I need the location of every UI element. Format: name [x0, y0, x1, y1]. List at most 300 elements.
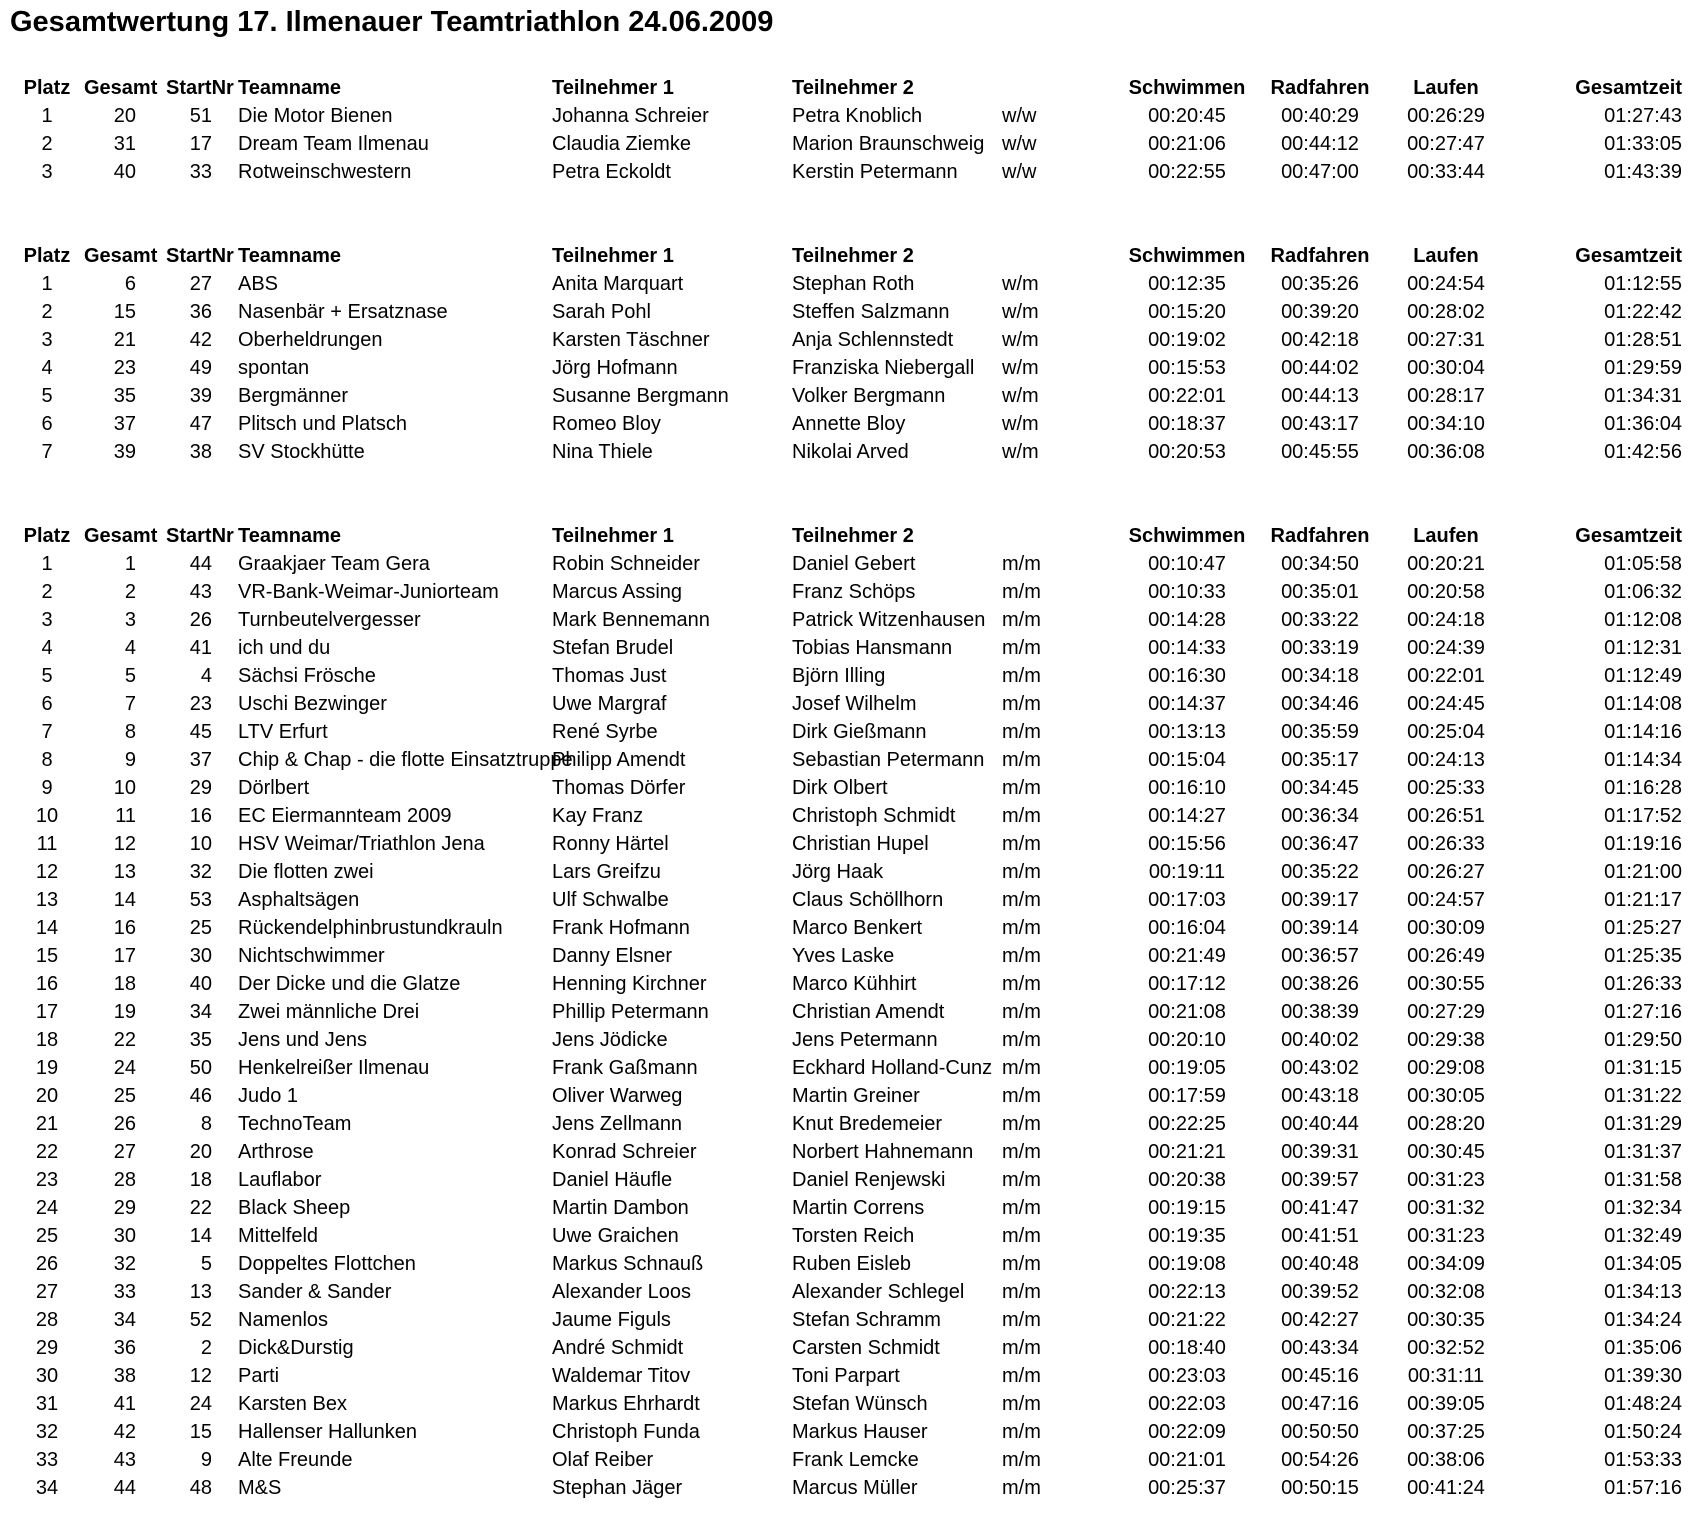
cell-radfahren: 00:36:34	[1281, 805, 1359, 827]
header-gesamtzeit: Gesamtzeit	[1575, 245, 1682, 267]
cell-radfahren: 00:36:47	[1281, 833, 1359, 855]
cell-startnr: 17	[189, 133, 212, 155]
cell-radfahren: 00:42:18	[1281, 329, 1359, 351]
cell-startnr: 33	[189, 161, 212, 183]
cell-schwimmen: 00:20:10	[1148, 1029, 1226, 1051]
cell-teamname: Zwei männliche Drei	[238, 1001, 420, 1023]
cell-gesamt: 7	[124, 693, 136, 715]
cell-teamname: Oberheldrungen	[238, 329, 383, 351]
cell-radfahren: 00:41:47	[1281, 1197, 1359, 1219]
cell-schwimmen: 00:10:47	[1148, 553, 1226, 575]
cell-radfahren: 00:39:31	[1281, 1141, 1359, 1163]
cell-gesamt: 19	[113, 1001, 136, 1023]
cell-gesamtzeit: 01:21:17	[1604, 889, 1682, 911]
cell-startnr: 41	[189, 637, 212, 659]
cell-teilnehmer1: Christoph Funda	[552, 1421, 700, 1443]
cell-gesamtzeit: 01:12:49	[1604, 665, 1682, 687]
cell-gesamt: 22	[113, 1029, 136, 1051]
cell-radfahren: 00:38:26	[1281, 973, 1359, 995]
cell-startnr: 34	[189, 1001, 212, 1023]
cell-schwimmen: 00:25:37	[1148, 1477, 1226, 1499]
cell-radfahren: 00:44:12	[1281, 133, 1359, 155]
cell-teamname: Asphaltsägen	[238, 889, 360, 911]
cell-gesamt: 36	[113, 1337, 136, 1359]
cell-schwimmen: 00:18:37	[1148, 413, 1226, 435]
table-row	[0, 298, 1692, 326]
results-section-1	[0, 74, 1692, 186]
cell-gesamt: 4	[124, 637, 136, 659]
cell-platz: 10	[35, 805, 59, 827]
table-row	[0, 1222, 1692, 1250]
cell-teamname: spontan	[238, 357, 310, 379]
header-gesamtzeit: Gesamtzeit	[1575, 77, 1682, 99]
cell-teilnehmer2: Marion Braunschweig	[792, 133, 985, 155]
cell-schwimmen: 00:13:13	[1148, 721, 1226, 743]
cell-platz: 30	[35, 1365, 59, 1387]
cell-schwimmen: 00:17:03	[1148, 889, 1226, 911]
cell-teamname: Arthrose	[238, 1141, 314, 1163]
cell-schwimmen: 00:19:11	[1148, 861, 1226, 883]
table-row	[0, 914, 1692, 942]
cell-startnr: 27	[189, 273, 212, 295]
cell-startnr: 45	[189, 721, 212, 743]
cell-gesamt: 28	[113, 1169, 136, 1191]
cell-teilnehmer1: Romeo Bloy	[552, 413, 661, 435]
cell-platz: 29	[35, 1337, 59, 1359]
cell-laufen: 00:28:20	[1407, 1113, 1485, 1135]
cell-teamname: Sächsi Frösche	[238, 665, 376, 687]
cell-radfahren: 00:39:52	[1281, 1281, 1359, 1303]
cell-teilnehmer1: Thomas Dörfer	[552, 777, 686, 799]
cell-kategorie: m/m	[1002, 1309, 1041, 1331]
cell-radfahren: 00:39:20	[1281, 301, 1359, 323]
cell-gesamtzeit: 01:32:49	[1604, 1225, 1682, 1247]
cell-kategorie: m/m	[1002, 1085, 1041, 1107]
cell-platz: 6	[41, 413, 53, 435]
cell-teilnehmer2: Toni Parpart	[792, 1365, 900, 1387]
header-radfahren: Radfahren	[1270, 525, 1370, 547]
cell-teilnehmer1: André Schmidt	[552, 1337, 684, 1359]
cell-kategorie: m/m	[1002, 1169, 1041, 1191]
cell-platz: 22	[35, 1141, 59, 1163]
cell-laufen: 00:39:05	[1407, 1393, 1485, 1415]
cell-gesamt: 6	[124, 273, 136, 295]
table-row	[0, 130, 1692, 158]
cell-schwimmen: 00:21:22	[1148, 1309, 1226, 1331]
cell-gesamtzeit: 01:48:24	[1604, 1393, 1682, 1415]
cell-teilnehmer1: Karsten Täschner	[552, 329, 710, 351]
cell-teilnehmer2: Björn Illing	[792, 665, 886, 687]
results-section-3	[0, 522, 1692, 1502]
cell-teilnehmer1: Stefan Brudel	[552, 637, 674, 659]
table-header-row	[0, 522, 1692, 550]
cell-schwimmen: 00:14:37	[1148, 693, 1226, 715]
header-teilnehmer1: Teilnehmer 1	[552, 525, 674, 547]
cell-teilnehmer1: Claudia Ziemke	[552, 133, 691, 155]
cell-platz: 1	[41, 105, 53, 127]
cell-laufen: 00:34:09	[1407, 1253, 1485, 1275]
cell-teilnehmer1: Jens Zellmann	[552, 1113, 683, 1135]
header-laufen: Laufen	[1413, 77, 1479, 99]
cell-kategorie: m/m	[1002, 777, 1041, 799]
cell-startnr: 46	[189, 1085, 212, 1107]
cell-schwimmen: 00:14:33	[1148, 637, 1226, 659]
cell-kategorie: m/m	[1002, 889, 1041, 911]
cell-teilnehmer2: Daniel Renjewski	[792, 1169, 946, 1191]
cell-gesamt: 33	[113, 1281, 136, 1303]
cell-teilnehmer1: Frank Hofmann	[552, 917, 690, 939]
table-row	[0, 102, 1692, 130]
table-row	[0, 606, 1692, 634]
cell-teamname: Black Sheep	[238, 1197, 351, 1219]
cell-teamname: Dream Team Ilmenau	[238, 133, 429, 155]
header-startnr: StartNr	[166, 77, 234, 99]
cell-radfahren: 00:38:39	[1281, 1001, 1359, 1023]
cell-teamname: Turnbeutelvergesser	[238, 609, 421, 631]
table-row	[0, 326, 1692, 354]
cell-startnr: 25	[189, 917, 212, 939]
table-row	[0, 1166, 1692, 1194]
cell-teilnehmer2: Martin Greiner	[792, 1085, 920, 1107]
cell-gesamt: 24	[113, 1057, 136, 1079]
cell-laufen: 00:36:08	[1407, 441, 1485, 463]
cell-teilnehmer1: Danny Elsner	[552, 945, 673, 967]
cell-platz: 3	[41, 161, 53, 183]
cell-teilnehmer2: Nikolai Arved	[792, 441, 909, 463]
cell-gesamtzeit: 01:25:35	[1604, 945, 1682, 967]
header-gesamt: Gesamt	[84, 245, 158, 267]
cell-kategorie: m/m	[1002, 917, 1041, 939]
cell-gesamtzeit: 01:26:33	[1604, 973, 1682, 995]
table-row	[0, 942, 1692, 970]
cell-platz: 32	[35, 1421, 59, 1443]
cell-schwimmen: 00:19:08	[1148, 1253, 1226, 1275]
results-section-2	[0, 242, 1692, 466]
cell-platz: 34	[35, 1477, 59, 1499]
header-teilnehmer2: Teilnehmer 2	[792, 525, 914, 547]
cell-radfahren: 00:44:13	[1281, 385, 1359, 407]
cell-laufen: 00:31:23	[1407, 1225, 1485, 1247]
table-row	[0, 410, 1692, 438]
cell-platz: 9	[41, 777, 53, 799]
table-row	[0, 690, 1692, 718]
cell-startnr: 13	[189, 1281, 212, 1303]
cell-kategorie: m/m	[1002, 721, 1041, 743]
cell-gesamt: 20	[113, 105, 136, 127]
cell-gesamtzeit: 01:12:55	[1604, 273, 1682, 295]
cell-radfahren: 00:43:18	[1281, 1085, 1359, 1107]
cell-teamname: Nasenbär + Ersatznase	[238, 301, 448, 323]
cell-platz: 19	[35, 1057, 59, 1079]
cell-gesamtzeit: 01:22:42	[1604, 301, 1682, 323]
cell-radfahren: 00:35:59	[1281, 721, 1359, 743]
cell-teamname: Doppeltes Flottchen	[238, 1253, 416, 1275]
cell-teilnehmer1: Marcus Assing	[552, 581, 683, 603]
table-row	[0, 858, 1692, 886]
cell-teilnehmer2: Volker Bergmann	[792, 385, 946, 407]
cell-laufen: 00:28:17	[1407, 385, 1485, 407]
cell-teilnehmer1: Mark Bennemann	[552, 609, 710, 631]
cell-radfahren: 00:54:26	[1281, 1449, 1359, 1471]
cell-radfahren: 00:34:45	[1281, 777, 1359, 799]
cell-gesamtzeit: 01:34:05	[1604, 1253, 1682, 1275]
cell-platz: 14	[35, 917, 59, 939]
header-startnr: StartNr	[166, 525, 234, 547]
cell-radfahren: 00:41:51	[1281, 1225, 1359, 1247]
cell-teilnehmer2: Marcus Müller	[792, 1477, 918, 1499]
cell-startnr: 14	[189, 1225, 212, 1247]
cell-kategorie: m/m	[1002, 665, 1041, 687]
cell-gesamt: 42	[113, 1421, 136, 1443]
cell-teilnehmer2: Norbert Hahnemann	[792, 1141, 974, 1163]
cell-gesamtzeit: 01:14:08	[1604, 693, 1682, 715]
cell-teilnehmer1: Susanne Bergmann	[552, 385, 729, 407]
cell-teilnehmer2: Stefan Schramm	[792, 1309, 941, 1331]
cell-gesamtzeit: 01:35:06	[1604, 1337, 1682, 1359]
cell-startnr: 48	[189, 1477, 212, 1499]
cell-schwimmen: 00:15:04	[1148, 749, 1226, 771]
cell-startnr: 50	[189, 1057, 212, 1079]
cell-laufen: 00:27:47	[1407, 133, 1485, 155]
cell-schwimmen: 00:15:53	[1148, 357, 1226, 379]
cell-laufen: 00:24:57	[1407, 889, 1485, 911]
cell-platz: 17	[35, 1001, 59, 1023]
cell-kategorie: m/m	[1002, 1141, 1041, 1163]
cell-platz: 4	[41, 637, 53, 659]
cell-teilnehmer2: Annette Bloy	[792, 413, 906, 435]
header-gesamt: Gesamt	[84, 525, 158, 547]
cell-radfahren: 00:40:48	[1281, 1253, 1359, 1275]
cell-teamname: Dörlbert	[238, 777, 310, 799]
table-header-row	[0, 74, 1692, 102]
cell-radfahren: 00:34:50	[1281, 553, 1359, 575]
cell-gesamtzeit: 01:27:43	[1604, 105, 1682, 127]
cell-gesamtzeit: 01:06:32	[1604, 581, 1682, 603]
cell-teilnehmer1: Lars Greifzu	[552, 861, 661, 883]
cell-startnr: 16	[189, 805, 212, 827]
cell-gesamt: 43	[113, 1449, 136, 1471]
cell-startnr: 36	[189, 301, 212, 323]
cell-startnr: 22	[189, 1197, 212, 1219]
cell-kategorie: m/m	[1002, 1001, 1041, 1023]
cell-teamname: LTV Erfurt	[238, 721, 328, 743]
table-row	[0, 1138, 1692, 1166]
cell-laufen: 00:37:25	[1407, 1421, 1485, 1443]
cell-teilnehmer2: Sebastian Petermann	[792, 749, 985, 771]
cell-teamname: Parti	[238, 1365, 280, 1387]
cell-teamname: Mittelfeld	[238, 1225, 319, 1247]
table-row	[0, 970, 1692, 998]
cell-teilnehmer1: René Syrbe	[552, 721, 658, 743]
cell-gesamt: 29	[113, 1197, 136, 1219]
cell-schwimmen: 00:17:59	[1148, 1085, 1226, 1107]
cell-teilnehmer2: Dirk Olbert	[792, 777, 888, 799]
cell-startnr: 10	[189, 833, 212, 855]
cell-platz: 15	[35, 945, 59, 967]
cell-laufen: 00:24:45	[1407, 693, 1485, 715]
cell-teamname: Henkelreißer Ilmenau	[238, 1057, 430, 1079]
cell-schwimmen: 00:12:35	[1148, 273, 1226, 295]
cell-teamname: Rückendelphinbrustundkrauln	[238, 917, 503, 939]
cell-gesamtzeit: 01:53:33	[1604, 1449, 1682, 1471]
cell-teilnehmer2: Tobias Hansmann	[792, 637, 953, 659]
cell-teamname: Graakjaer Team Gera	[238, 553, 430, 575]
cell-schwimmen: 00:17:12	[1148, 973, 1226, 995]
cell-laufen: 00:27:31	[1407, 329, 1485, 351]
cell-kategorie: w/m	[1002, 301, 1039, 323]
cell-gesamtzeit: 01:12:08	[1604, 609, 1682, 631]
cell-platz: 5	[41, 385, 53, 407]
cell-laufen: 00:30:55	[1407, 973, 1485, 995]
cell-schwimmen: 00:18:40	[1148, 1337, 1226, 1359]
cell-gesamt: 10	[113, 777, 136, 799]
cell-teamname: Lauflabor	[238, 1169, 322, 1191]
cell-startnr: 39	[189, 385, 212, 407]
cell-gesamt: 2	[124, 581, 136, 603]
cell-teilnehmer2: Jens Petermann	[792, 1029, 938, 1051]
cell-kategorie: m/m	[1002, 1365, 1041, 1387]
cell-gesamt: 25	[113, 1085, 136, 1107]
cell-startnr: 42	[189, 329, 212, 351]
cell-kategorie: w/w	[1002, 133, 1037, 155]
cell-startnr: 15	[189, 1421, 212, 1443]
cell-teilnehmer1: Philipp Amendt	[552, 749, 686, 771]
cell-platz: 7	[41, 441, 53, 463]
cell-platz: 2	[41, 133, 53, 155]
cell-gesamt: 1	[124, 553, 136, 575]
cell-kategorie: m/m	[1002, 1113, 1041, 1135]
cell-platz: 4	[41, 357, 53, 379]
cell-radfahren: 00:43:02	[1281, 1057, 1359, 1079]
cell-kategorie: m/m	[1002, 749, 1041, 771]
cell-gesamtzeit: 01:27:16	[1604, 1001, 1682, 1023]
cell-gesamt: 23	[113, 357, 136, 379]
cell-laufen: 00:24:13	[1407, 749, 1485, 771]
cell-schwimmen: 00:19:02	[1148, 329, 1226, 351]
table-row	[0, 802, 1692, 830]
cell-teamname: Alte Freunde	[238, 1449, 353, 1471]
cell-startnr: 18	[189, 1169, 212, 1191]
cell-gesamt: 13	[113, 861, 136, 883]
cell-gesamtzeit: 01:31:15	[1604, 1057, 1682, 1079]
cell-teilnehmer1: Phillip Petermann	[552, 1001, 709, 1023]
cell-teilnehmer1: Konrad Schreier	[552, 1141, 697, 1163]
cell-schwimmen: 00:21:08	[1148, 1001, 1226, 1023]
cell-kategorie: m/m	[1002, 833, 1041, 855]
cell-platz: 31	[35, 1393, 59, 1415]
cell-startnr: 29	[189, 777, 212, 799]
table-row	[0, 578, 1692, 606]
cell-platz: 6	[41, 693, 53, 715]
cell-teilnehmer1: Markus Ehrhardt	[552, 1393, 700, 1415]
header-gesamtzeit: Gesamtzeit	[1575, 525, 1682, 547]
cell-platz: 1	[41, 273, 53, 295]
cell-schwimmen: 00:22:13	[1148, 1281, 1226, 1303]
cell-platz: 21	[35, 1113, 59, 1135]
cell-radfahren: 00:33:19	[1281, 637, 1359, 659]
cell-platz: 13	[35, 889, 59, 911]
cell-kategorie: m/m	[1002, 861, 1041, 883]
cell-schwimmen: 00:23:03	[1148, 1365, 1226, 1387]
cell-kategorie: m/m	[1002, 581, 1041, 603]
cell-platz: 23	[35, 1169, 59, 1191]
cell-gesamtzeit: 01:34:13	[1604, 1281, 1682, 1303]
cell-gesamt: 18	[113, 973, 136, 995]
table-row	[0, 1278, 1692, 1306]
cell-teilnehmer2: Yves Laske	[792, 945, 895, 967]
cell-gesamt: 26	[113, 1113, 136, 1135]
cell-gesamt: 37	[113, 413, 136, 435]
cell-platz: 25	[35, 1225, 59, 1247]
cell-laufen: 00:30:45	[1407, 1141, 1485, 1163]
cell-teamname: Uschi Bezwinger	[238, 693, 387, 715]
cell-schwimmen: 00:20:53	[1148, 441, 1226, 463]
cell-laufen: 00:25:33	[1407, 777, 1485, 799]
cell-gesamt: 17	[113, 945, 136, 967]
cell-gesamtzeit: 01:05:58	[1604, 553, 1682, 575]
cell-gesamtzeit: 01:31:58	[1604, 1169, 1682, 1191]
cell-kategorie: m/m	[1002, 973, 1041, 995]
table-row	[0, 998, 1692, 1026]
cell-teamname: Karsten Bex	[238, 1393, 347, 1415]
cell-laufen: 00:26:27	[1407, 861, 1485, 883]
cell-gesamtzeit: 01:25:27	[1604, 917, 1682, 939]
cell-teamname: Die flotten zwei	[238, 861, 374, 883]
cell-teilnehmer1: Robin Schneider	[552, 553, 700, 575]
cell-teamname: Die Motor Bienen	[238, 105, 393, 127]
cell-gesamt: 34	[113, 1309, 136, 1331]
cell-laufen: 00:30:09	[1407, 917, 1485, 939]
cell-startnr: 20	[189, 1141, 212, 1163]
cell-gesamtzeit: 01:31:29	[1604, 1113, 1682, 1135]
table-row	[0, 830, 1692, 858]
cell-platz: 3	[41, 329, 53, 351]
cell-laufen: 00:26:33	[1407, 833, 1485, 855]
cell-schwimmen: 00:19:15	[1148, 1197, 1226, 1219]
cell-schwimmen: 00:14:28	[1148, 609, 1226, 631]
cell-teilnehmer1: Markus Schnauß	[552, 1253, 704, 1275]
cell-teamname: HSV Weimar/Triathlon Jena	[238, 833, 485, 855]
cell-gesamt: 9	[124, 749, 136, 771]
header-schwimmen: Schwimmen	[1128, 525, 1246, 547]
cell-schwimmen: 00:16:10	[1148, 777, 1226, 799]
table-row	[0, 746, 1692, 774]
cell-gesamt: 40	[113, 161, 136, 183]
header-schwimmen: Schwimmen	[1128, 245, 1246, 267]
cell-laufen: 00:26:49	[1407, 945, 1485, 967]
cell-gesamtzeit: 01:12:31	[1604, 637, 1682, 659]
cell-schwimmen: 00:22:01	[1148, 385, 1226, 407]
cell-teilnehmer1: Waldemar Titov	[552, 1365, 691, 1387]
cell-platz: 1	[41, 553, 53, 575]
cell-teilnehmer1: Johanna Schreier	[552, 105, 709, 127]
cell-teilnehmer2: Alexander Schlegel	[792, 1281, 965, 1303]
cell-teilnehmer1: Jens Jödicke	[552, 1029, 668, 1051]
cell-gesamtzeit: 01:21:00	[1604, 861, 1682, 883]
cell-laufen: 00:32:08	[1407, 1281, 1485, 1303]
cell-radfahren: 00:50:50	[1281, 1421, 1359, 1443]
cell-schwimmen: 00:10:33	[1148, 581, 1226, 603]
cell-teilnehmer1: Stephan Jäger	[552, 1477, 683, 1499]
cell-platz: 24	[35, 1197, 59, 1219]
cell-schwimmen: 00:15:20	[1148, 301, 1226, 323]
cell-gesamtzeit: 01:36:04	[1604, 413, 1682, 435]
cell-platz: 5	[41, 665, 53, 687]
cell-gesamt: 35	[113, 385, 136, 407]
cell-radfahren: 00:42:27	[1281, 1309, 1359, 1331]
cell-gesamt: 15	[113, 301, 136, 323]
cell-radfahren: 00:35:26	[1281, 273, 1359, 295]
